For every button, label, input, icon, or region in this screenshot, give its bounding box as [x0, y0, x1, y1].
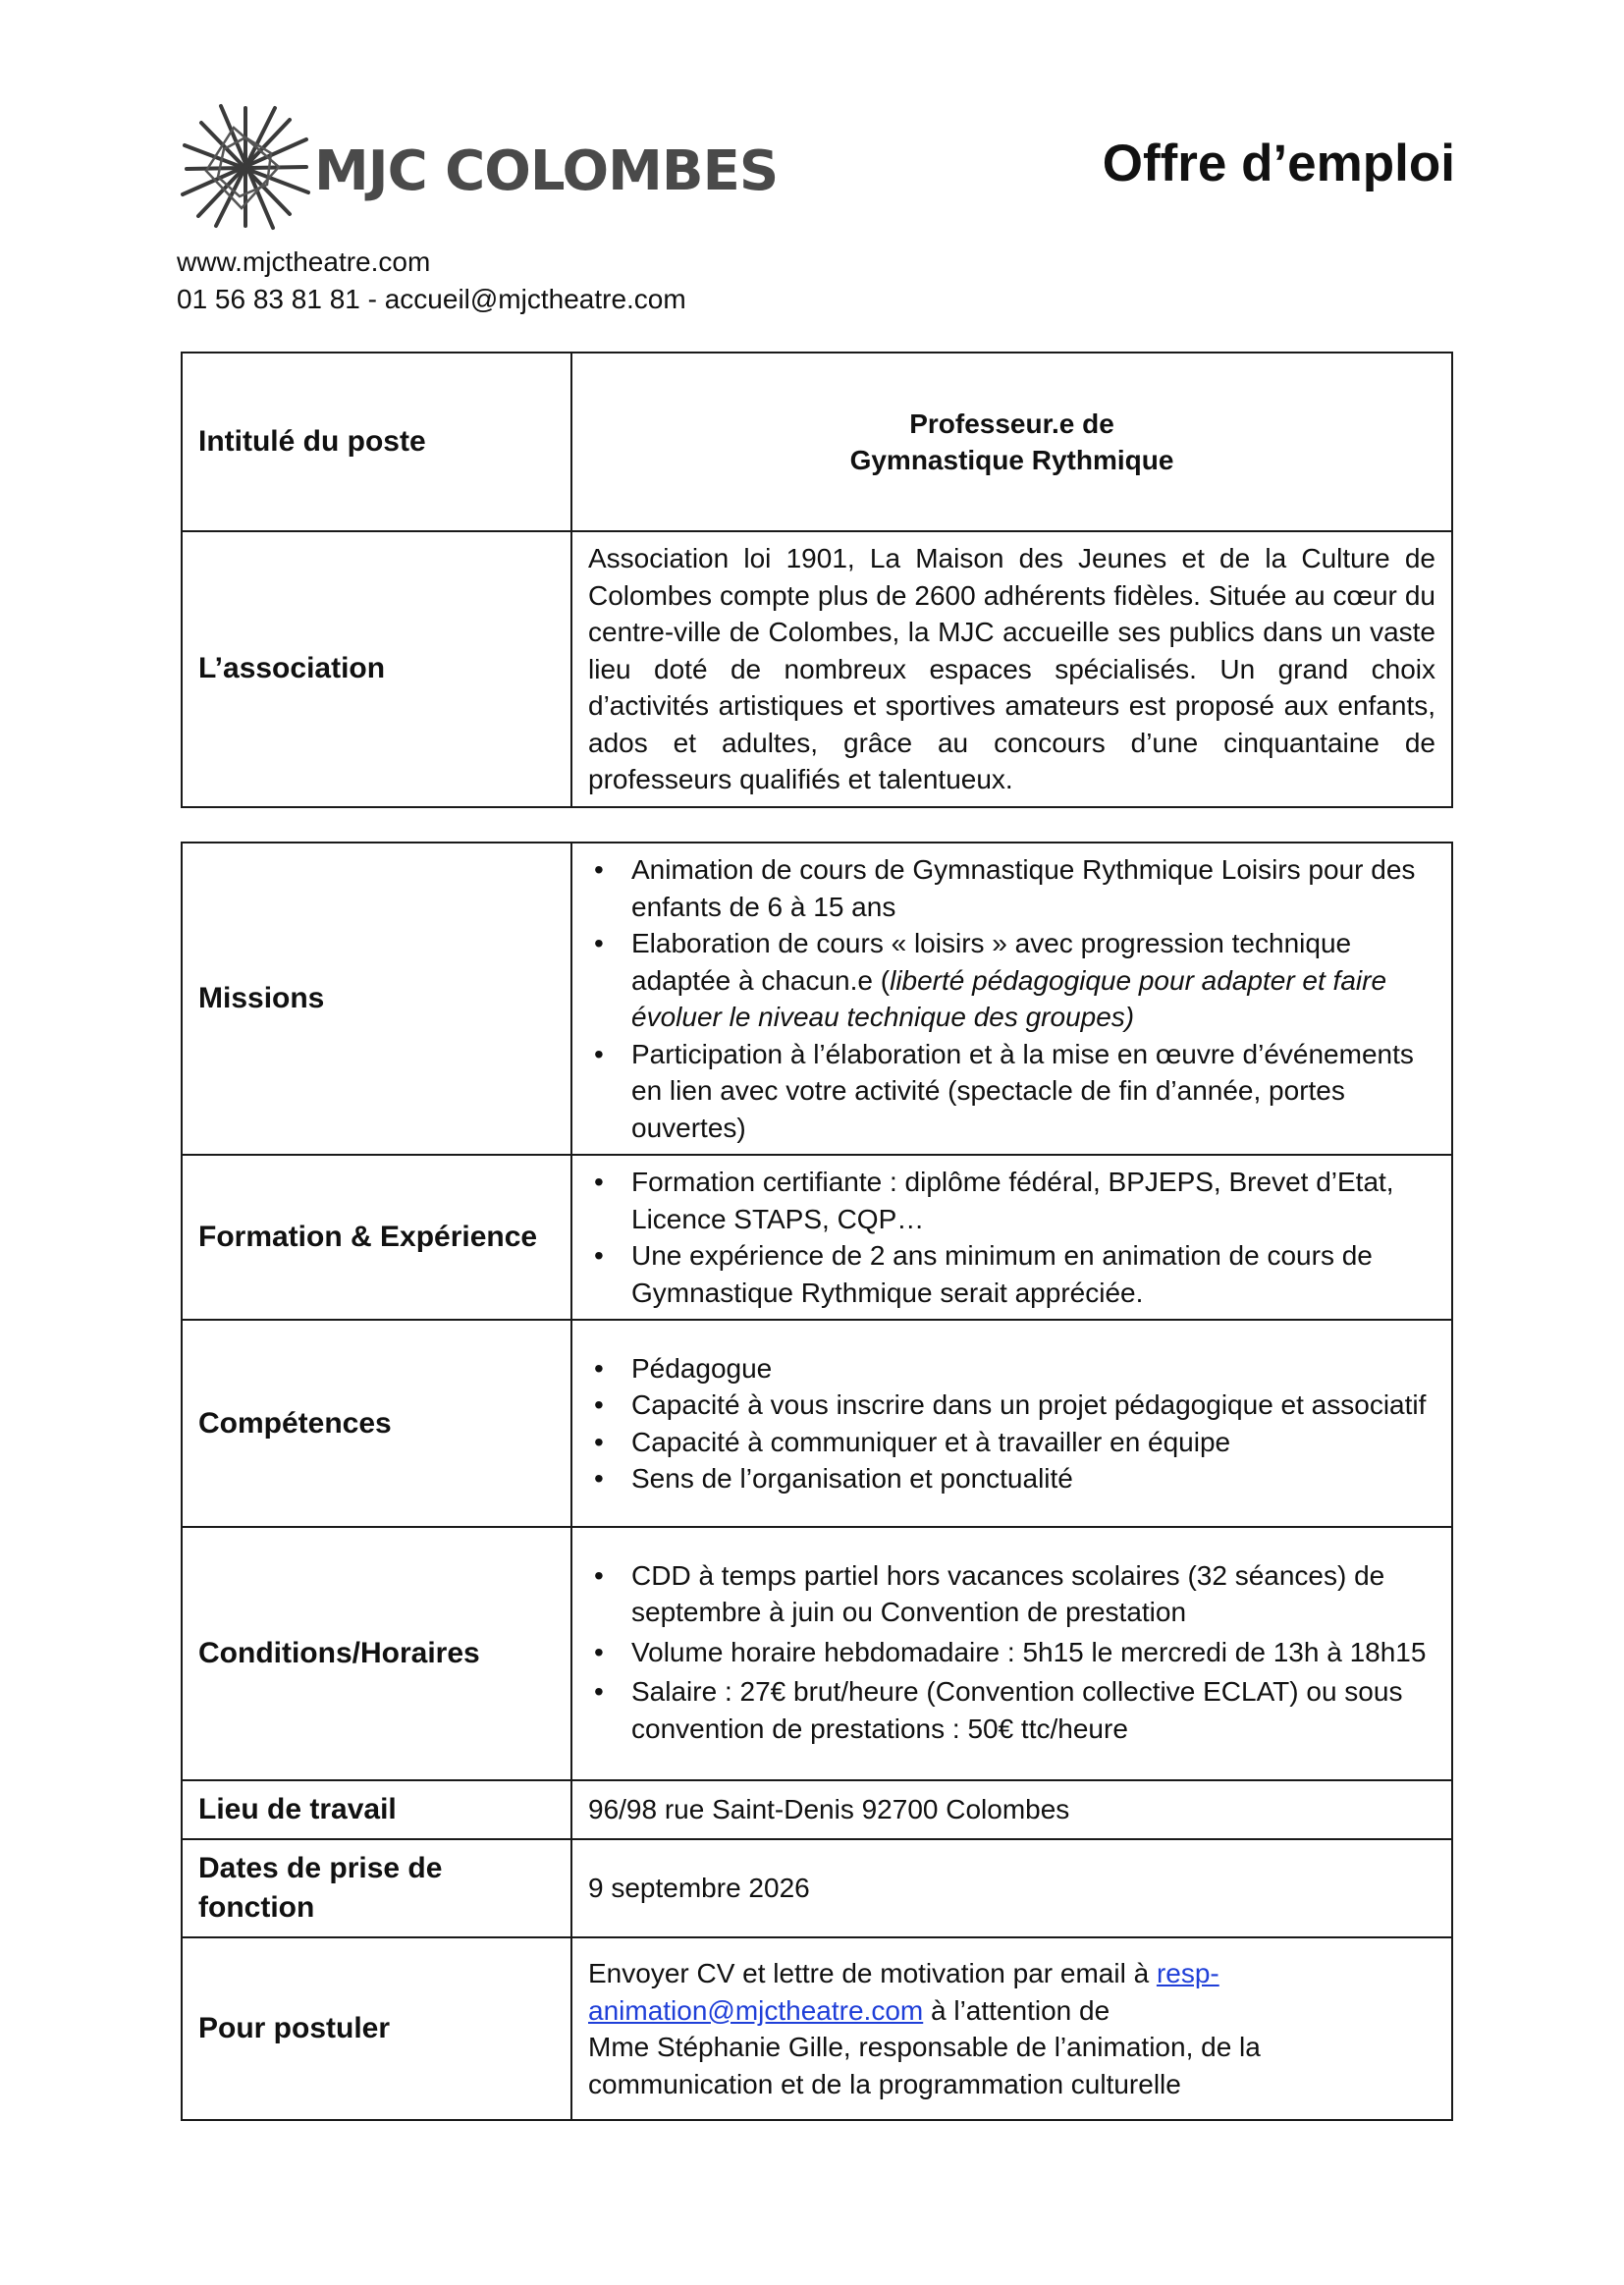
postuler-cell	[571, 1937, 1452, 2120]
label-intitule: Intitulé du poste	[182, 353, 571, 531]
mission-text-italic: liberté pédagogique pour adapter et faire évoluer le niveau technique des groupes)	[631, 964, 1387, 1032]
lieu-value: 96/98 rue Saint-Denis 92700 Colombes	[571, 1780, 1452, 1839]
list-item: • Une expérience de 2 ans minimum en animation de cours de Gymnastique Rythmique serait appréciée.	[588, 1237, 1435, 1311]
postuler-line1	[588, 1955, 1435, 2029]
label-lieu: Lieu de travail	[182, 1780, 571, 1839]
list-item: • Pédagogue	[588, 1350, 1435, 1387]
email-link[interactable]: resp-animation@mjctheatre.com	[588, 1958, 1219, 2026]
dates-value: 9 septembre 2026	[571, 1839, 1452, 1937]
mission-text: Elaboration de cours « loisirs » avec progression technique adaptée à chacun.e (	[631, 928, 1352, 996]
label-conditions: Conditions/Horaires	[182, 1527, 571, 1780]
label-competences: Compétences	[182, 1320, 571, 1527]
label-postuler: Pour postuler	[182, 1937, 571, 2120]
list-item	[588, 925, 1435, 1036]
list-item: • Formation certifiante : diplôme fédéral, BPJEPS, Brevet d’Etat, Licence STAPS, CQP…	[588, 1164, 1435, 1237]
list-item: • Volume horaire hebdomadaire : 5h15 le mercredi de 13h à 18h15	[588, 1634, 1435, 1671]
label-association: L’association	[182, 531, 571, 807]
postuler-text-after: à l’attention de	[923, 1994, 1110, 2026]
postuler-line2: Mme Stéphanie Gille, responsable de l’animation, de la communication et de la programmation culturelle	[588, 2032, 1261, 2099]
job-title-line1: Professeur.e de	[909, 408, 1114, 439]
list-item: • CDD à temps partiel hors vacances scolaires (32 séances) de septembre à juin ou Convention de prestation	[588, 1557, 1435, 1631]
job-title-cell	[571, 353, 1452, 531]
document-title: Offre d’emploi	[1102, 135, 1455, 192]
job-title-line2: Gymnastique Rythmique	[849, 445, 1174, 475]
row-formation	[182, 1155, 1452, 1320]
contact-line: 01 56 83 81 81 - accueil@mjctheatre.com	[177, 284, 686, 314]
starburst-logo-icon	[177, 98, 314, 236]
missions-cell	[571, 843, 1452, 1155]
row-competences	[182, 1320, 1452, 1527]
list-item: • Sens de l’organisation et ponctualité	[588, 1460, 1435, 1497]
row-missions	[182, 843, 1452, 1155]
logo-text: MJC COLOMBES	[314, 139, 779, 203]
label-formation: Formation & Expérience	[182, 1155, 571, 1320]
postuler-text-before: Envoyer CV et lettre de motivation par email à	[588, 1958, 1157, 1988]
mjc-logo	[177, 98, 779, 236]
contact-block	[177, 244, 686, 318]
row-association	[182, 531, 1452, 807]
list-item: • Animation de cours de Gymnastique Rythmique Loisirs pour des enfants de 6 à 15 ans	[588, 851, 1435, 925]
label-dates: Dates de prise de fonction	[182, 1839, 571, 1937]
list-item: • Participation à l’élaboration et à la mise en œuvre d’événements en lien avec votre activité (spectacle de fin d’année, portes ouvertes)	[588, 1036, 1435, 1147]
row-dates	[182, 1839, 1452, 1937]
row-intitule	[182, 353, 1452, 531]
row-lieu	[182, 1780, 1452, 1839]
row-conditions	[182, 1527, 1452, 1780]
formation-cell	[571, 1155, 1452, 1320]
list-item: • Capacité à communiquer et à travailler en équipe	[588, 1424, 1435, 1461]
conditions-cell	[571, 1527, 1452, 1780]
list-item: • Capacité à vous inscrire dans un projet pédagogique et associatif	[588, 1387, 1435, 1424]
job-header-table	[181, 352, 1453, 808]
competences-cell	[571, 1320, 1452, 1527]
website-link[interactable]: www.mjctheatre.com	[177, 246, 431, 277]
job-details-table	[181, 842, 1453, 2121]
association-text: Association loi 1901, La Maison des Jeunes et de la Culture de Colombes compte plus de 2600 adhérents fidèles. Située au cœur du centre-ville de Colombes, la MJC accueille ses publics dans un vaste lieu doté de nombreux espaces spécialisés. Un grand choix d’activités artistiques et sportives amateurs est proposé aux enfants, ados et adultes, grâce au concours d’une cinquantaine de professeurs qualifiés et talentueux.	[571, 531, 1452, 807]
row-postuler	[182, 1937, 1452, 2120]
list-item: • Salaire : 27€ brut/heure (Convention collective ECLAT) ou sous convention de prestations : 50€ ttc/heure	[588, 1673, 1435, 1747]
label-missions: Missions	[182, 843, 571, 1155]
